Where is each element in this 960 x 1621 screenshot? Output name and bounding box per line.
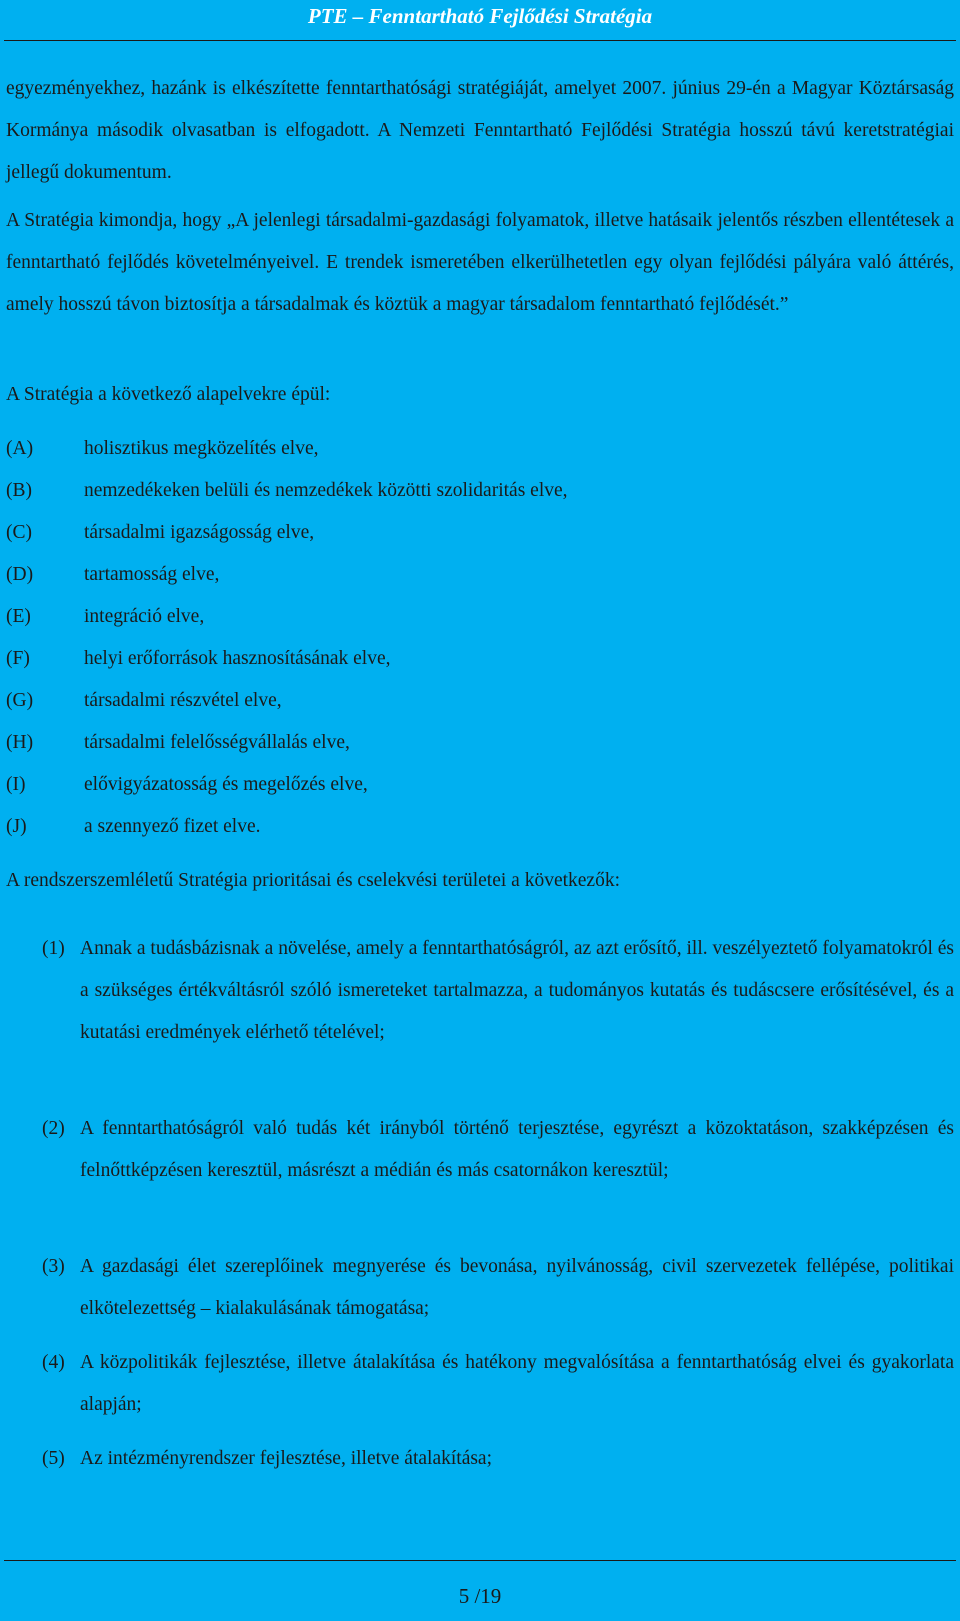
list-item: a szennyező fizet elve. bbox=[84, 816, 261, 837]
paragraph-priorities-intro: A rendszerszemléletű Stratégia prioritásai és cselekvési területei a következők: bbox=[6, 870, 621, 891]
page-header-title: PTE – Fenntartható Fejlődési Stratégia bbox=[307, 4, 653, 28]
list-item-label: (4) bbox=[42, 1352, 65, 1373]
list-item-label: (B) bbox=[6, 480, 32, 501]
list-item-label: (C) bbox=[6, 522, 32, 543]
paragraph-quote: A Stratégia kimondja, hogy „A jelenlegi társadalmi-gazdasági folyamatok, illetve hatásaik jelentős részben ellentétesek a fenntartható fejlődés követelményeivel. E trendek ismeretében elkerülhetetlen egy olyan fejlődési pályára való áttérés, amely hosszú távon biztosítja a társadalmak és köztük a magyar társadalom fenntartható fejlődését.” bbox=[6, 210, 954, 315]
list-item-label: (I) bbox=[6, 774, 26, 795]
paragraph-principles-intro: A Stratégia a következő alapelvekre épül: bbox=[6, 384, 331, 405]
list-item: tartamosság elve, bbox=[84, 564, 220, 585]
list-item: holisztikus megközelítés elve, bbox=[84, 438, 319, 459]
list-item: Annak a tudásbázisnak a növelése, amely a fenntarthatóságról, az azt erősítő, ill. veszélyeztető folyamatokról és a szükséges értékváltásról szóló ismereteket tartalmazza, a tudományos kutatás és tudáscsere erősítésével, és a kutatási eredmények elérhető tételével; bbox=[80, 938, 954, 1043]
list-item-label: (3) bbox=[42, 1256, 65, 1277]
header-divider bbox=[4, 40, 956, 41]
list-item: helyi erőforrások hasznosításának elve, bbox=[84, 648, 391, 669]
list-item: társadalmi felelősségvállalás elve, bbox=[84, 732, 350, 753]
page-number: 5 /19 bbox=[458, 1584, 502, 1608]
list-item-label: (J) bbox=[6, 816, 27, 837]
list-item: nemzedékeken belüli és nemzedékek közötti szolidaritás elve, bbox=[84, 480, 568, 501]
list-item-label: (2) bbox=[42, 1118, 65, 1139]
list-item-label: (E) bbox=[6, 606, 31, 627]
list-item: A gazdasági élet szereplőinek megnyerése és bevonása, nyilvánosság, civil szervezetek fellépése, politikai elkötelezettség – kialakulásának támogatása; bbox=[80, 1256, 954, 1319]
list-item-label: (5) bbox=[42, 1448, 65, 1469]
paragraph-intro: egyezményekhez, hazánk is elkészítette fenntarthatósági stratégiáját, amelyet 2007. június 29-én a Magyar Köztársaság Kormánya második olvasatban is elfogadott. A Nemzeti Fenntartható Fejlődési Stratégia hosszú távú keretstratégiai jellegű dokumentum. bbox=[6, 78, 954, 183]
list-item: Az intézményrendszer fejlesztése, illetve átalakítása; bbox=[80, 1448, 493, 1469]
list-item-label: (F) bbox=[6, 648, 30, 669]
list-item-label: (G) bbox=[6, 690, 34, 711]
list-item: elővigyázatosság és megelőzés elve, bbox=[84, 774, 368, 795]
list-item: társadalmi részvétel elve, bbox=[84, 690, 282, 711]
list-item: integráció elve, bbox=[84, 606, 205, 627]
footer-divider bbox=[4, 1560, 956, 1561]
list-item-label: (A) bbox=[6, 438, 34, 459]
list-item-label: (H) bbox=[6, 732, 34, 753]
list-item: A közpolitikák fejlesztése, illetve átalakítása és hatékony megvalósítása a fenntarthatóság elvei és gyakorlata alapján; bbox=[80, 1352, 954, 1415]
list-item-label: (1) bbox=[42, 938, 65, 959]
list-item: A fenntarthatóságról való tudás két irányból történő terjesztése, egyrészt a közoktatáson, szakképzésen és felnőttképzésen keresztül, másrészt a médián és más csatornákon keresztül; bbox=[80, 1118, 954, 1181]
list-item-label: (D) bbox=[6, 564, 34, 585]
list-item: társadalmi igazságosság elve, bbox=[84, 522, 315, 543]
